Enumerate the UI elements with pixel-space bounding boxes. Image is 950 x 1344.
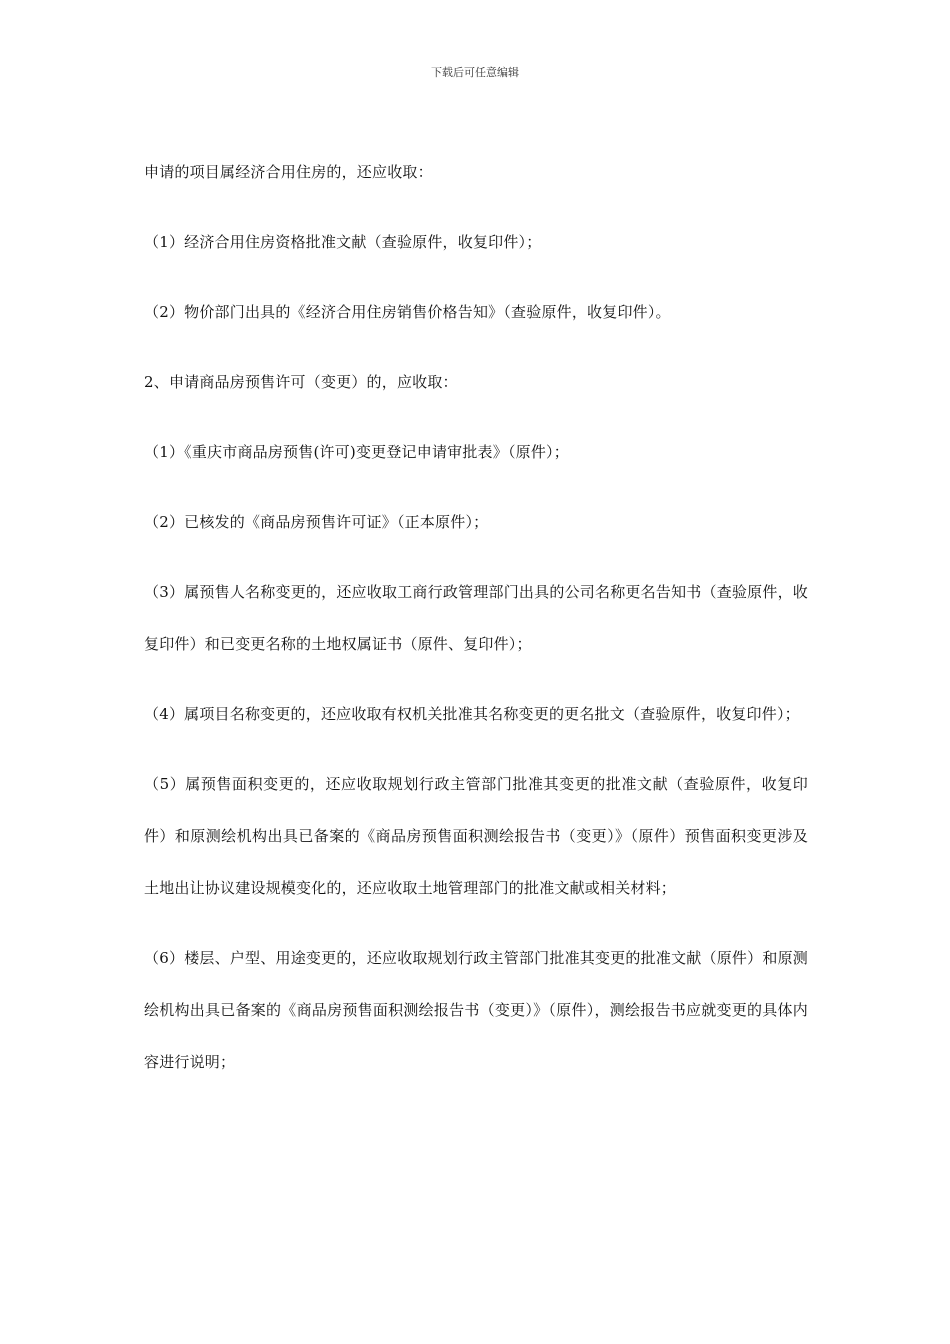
paragraph-intro: 申请的项目属经济合用住房的，还应收取： <box>144 163 433 181</box>
page-header-note: 下载后可任意编辑 <box>431 66 519 79</box>
paragraph-item: （2）物价部门出具的《经济合用住房销售价格告知》（查验原件，收复印件）。 <box>144 303 671 321</box>
paragraph-item: （3）属预售人名称变更的，还应收取工商行政管理部门出具的公司名称更名告知书（查验原件，收复印件）和已变更名称的土地权属证书（原件、复印件）； <box>144 583 808 653</box>
paragraph-item: （1）经济合用住房资格批准文献（查验原件，收复印件）； <box>144 233 542 251</box>
paragraph-item: （1）《重庆市商品房预售(许可)变更登记申请审批表》（原件）； <box>144 443 569 461</box>
document-body <box>144 146 808 1106</box>
paragraph-item: （6）楼层、户型、用途变更的，还应收取规划行政主管部门批准其变更的批准文献（原件）和原测绘机构出具已备案的《商品房预售面积测绘报告书（变更）》（原件），测绘报告书应就变更的具体内容进行说明； <box>144 949 808 1071</box>
paragraph-item: （4）属项目名称变更的，还应收取有权机关批准其名称变更的更名批文（查验原件，收复印件）； <box>144 705 800 723</box>
paragraph-item: （2）已核发的《商品房预售许可证》（正本原件）； <box>144 513 489 531</box>
paragraph-item: （5）属预售面积变更的，还应收取规划行政主管部门批准其变更的批准文献（查验原件，收复印件）和原测绘机构出具已备案的《商品房预售面积测绘报告书（变更）》（原件）预售面积变更涉及土地出让协议建设规模变化的，还应收取土地管理部门的批准文献或相关材料； <box>144 775 808 897</box>
paragraph-section-heading: 2、申请商品房预售许可（变更）的，应收取： <box>144 373 458 391</box>
